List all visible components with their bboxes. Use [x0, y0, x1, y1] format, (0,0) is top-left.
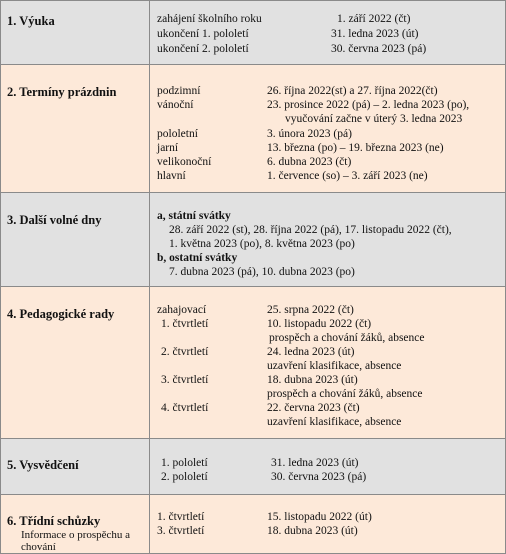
section-title: 3. Další volné dny: [7, 213, 102, 227]
entry-label: 3. čtvrtletí: [161, 374, 209, 386]
section-title: 4. Pedagogické rady: [7, 307, 115, 321]
entry-label: hlavní: [157, 170, 186, 182]
entry-value: 24. ledna 2023 (út): [267, 346, 355, 358]
entry-label: 2. čtvrtletí: [161, 346, 209, 358]
entry-note: prospěch a chování žáků, absence: [267, 388, 423, 400]
entry-value: 23. prosince 2022 (pá) – 2. ledna 2023 (po),: [267, 99, 470, 111]
group-line: 28. září 2022 (st), 28. října 2022 (pá), 17. listopadu 2022 (čt),: [169, 224, 452, 236]
entry-value: 3. února 2023 (pá): [267, 128, 352, 140]
entry-label: ukončení 2. pololetí: [157, 43, 249, 55]
entry-label: 1. pololetí: [161, 457, 208, 469]
entry-value: 1. července (so) – 3. září 2023 (ne): [267, 170, 428, 182]
entry-value: 10. listopadu 2022 (čt): [267, 318, 372, 330]
entry-label: vánoční: [157, 99, 194, 111]
entry-label: 4. čtvrtletí: [161, 402, 209, 414]
entry-value: 25. srpna 2022 (čt): [267, 304, 354, 316]
entry-label: podzimní: [157, 85, 201, 97]
entry-label: velikonoční: [157, 156, 212, 168]
entry-note: vyučování začne v úterý 3. ledna 2023: [285, 113, 463, 125]
entry-label: zahajovací: [157, 304, 207, 316]
entry-label: ukončení 1. pololetí: [157, 28, 249, 40]
group-line: 1. května 2023 (po), 8. května 2023 (po): [169, 238, 355, 250]
entry-note: uzavření klasifikace, absence: [267, 360, 402, 372]
entry-label: 2. pololetí: [161, 471, 208, 483]
entry-value: 1. září 2022 (čt): [337, 13, 411, 25]
entry-value: 30. června 2023 (pá): [331, 43, 427, 55]
entry-value: 15. listopadu 2022 (út): [267, 511, 372, 523]
group-heading: a, státní svátky: [157, 210, 231, 222]
entry-value: 13. března (po) – 19. března 2023 (ne): [267, 142, 444, 154]
section-pedagogicke-rady: [1, 287, 505, 439]
entry-label: zahájení školního roku: [157, 13, 262, 25]
group-line: 7. dubna 2023 (pá), 10. dubna 2023 (po): [169, 266, 355, 278]
section-title: 1. Výuka: [7, 14, 55, 28]
section-title: 5. Vysvědčení: [7, 458, 79, 472]
entry-label: 1. čtvrtletí: [157, 511, 205, 523]
entry-note: uzavření klasifikace, absence: [267, 416, 402, 428]
section-dalsi-volne-dny: [1, 193, 505, 287]
section-vyuka: [1, 1, 505, 65]
entry-label: 3. čtvrtletí: [157, 525, 205, 537]
entry-value: 26. října 2022(st) a 27. října 2022(čt): [267, 85, 438, 97]
section-subtitle: chování: [21, 541, 56, 553]
section-subtitle: Informace o prospěchu a: [21, 529, 131, 541]
entry-label: 1. čtvrtletí: [161, 318, 209, 330]
section-tridni-schuzky: [1, 495, 505, 553]
section-title: 2. Termíny prázdnin: [7, 85, 117, 99]
entry-label: pololetní: [157, 128, 198, 140]
entry-value: 18. dubna 2023 (út): [267, 525, 358, 537]
section-terminy-prazdnin: [1, 65, 505, 193]
entry-value: 6. dubna 2023 (čt): [267, 156, 352, 168]
entry-value: 18. dubna 2023 (út): [267, 374, 358, 386]
entry-value: 30. června 2023 (pá): [271, 471, 367, 483]
entry-value: 22. června 2023 (čt): [267, 402, 360, 414]
entry-value: 31. ledna 2023 (út): [331, 28, 419, 40]
section-title: 6. Třídní schůzky: [7, 514, 101, 528]
entry-label: jarní: [157, 142, 179, 154]
entry-note: prospěch a chování žáků, absence: [269, 332, 425, 344]
group-heading: b, ostatní svátky: [157, 252, 238, 264]
section-vysvedceni: [1, 439, 505, 495]
entry-value: 31. ledna 2023 (út): [271, 457, 359, 469]
